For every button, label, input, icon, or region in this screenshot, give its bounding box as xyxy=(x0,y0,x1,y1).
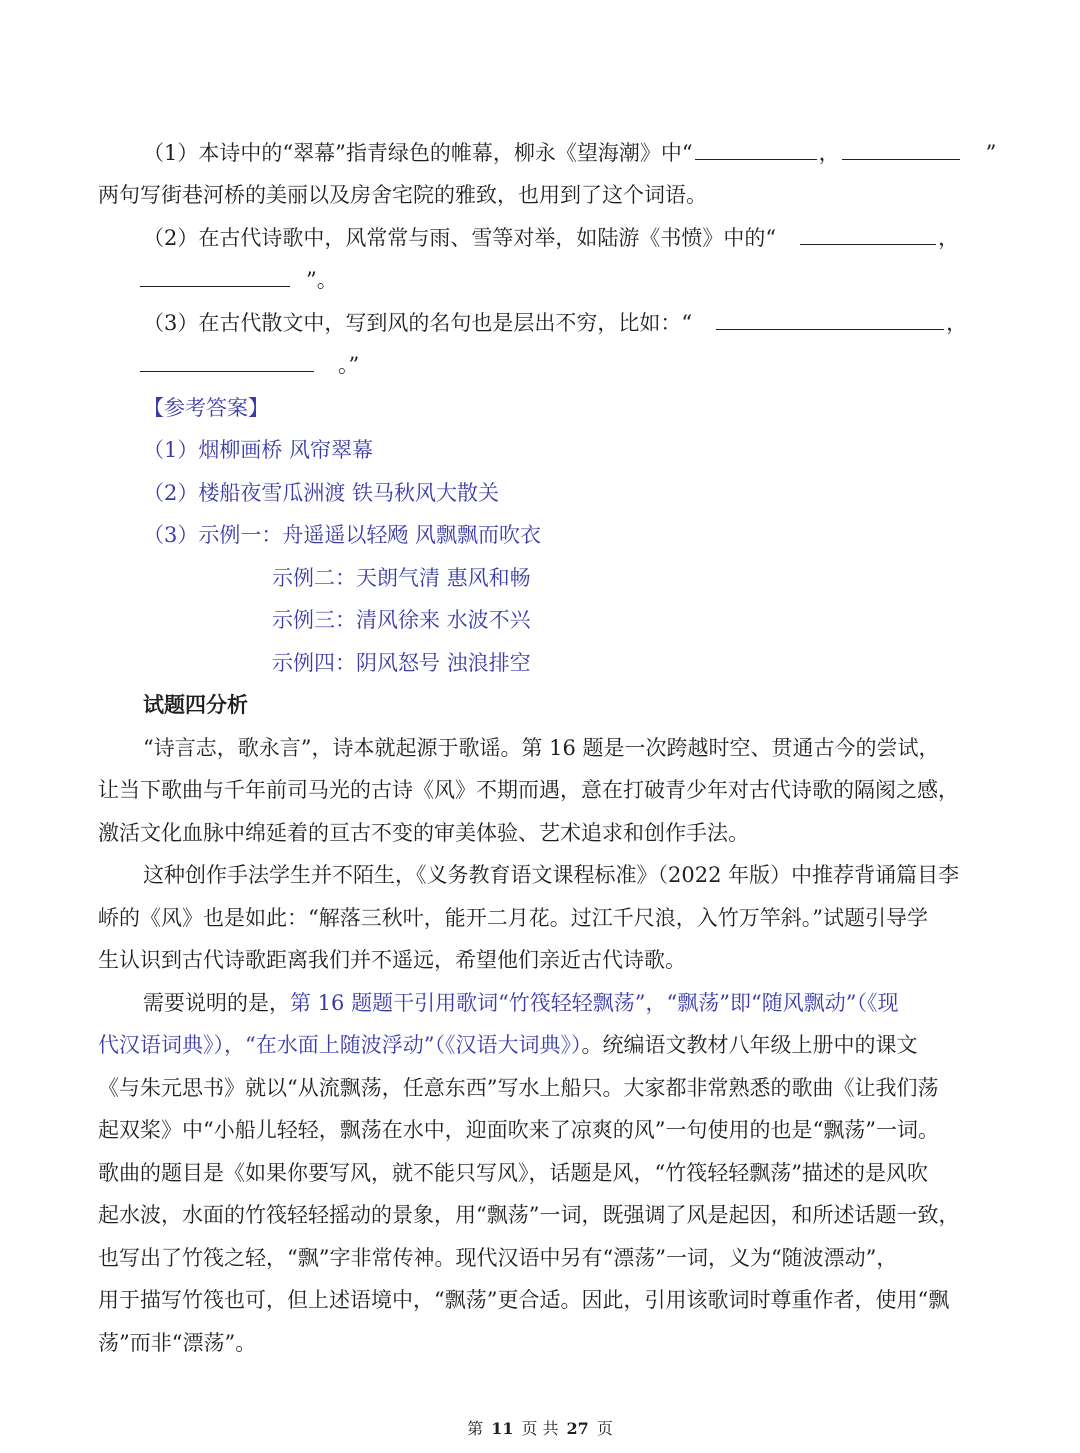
analysis-paragraph-2-line-1: 这种创作手法学生并不陌生，《义务教育语文课程标准》（2022 年版）中推荐背诵篇目李 xyxy=(143,863,960,887)
question-1-line-2: 两句写街巷河桥的美丽以及房舍宅院的雅致，也用到了这个词语。 xyxy=(98,183,707,207)
analysis-paragraph-3-line-1 xyxy=(143,988,899,1018)
comma: ， xyxy=(818,141,840,165)
answer-1: （1）烟柳画桥 风帘翠幕 xyxy=(143,438,374,462)
footer-text: 页 xyxy=(596,1419,613,1438)
answer-3-example-2: 示例二：天朗气清 惠风和畅 xyxy=(272,566,531,590)
analysis-highlight: 第 16 题题干引用歌词“竹筏轻轻飘荡”，“飘荡”即“随风飘动”（《现 xyxy=(290,991,899,1015)
analysis-paragraph-2-line-3: 生认识到古代诗歌距离我们并不遥远，希望他们亲近古代诗歌。 xyxy=(98,948,686,972)
answer-header: 【参考答案】 xyxy=(143,396,269,420)
answer-blank xyxy=(800,224,936,245)
page-footer xyxy=(0,1416,1080,1439)
analysis-paragraph-3-line-5: 歌曲的题目是《如果你要写风，就不能只写风》，话题是风，“竹筏轻轻飘荡”描述的是风吹 xyxy=(98,1161,928,1185)
question-3-line-2 xyxy=(98,350,359,380)
analysis-paragraph-3-line-9: 荡”而非“漂荡”。 xyxy=(98,1331,257,1355)
quote-end: 。” xyxy=(338,353,360,377)
analysis-title: 试题四分析 xyxy=(143,692,248,717)
quote-end: ” xyxy=(985,141,997,165)
answer-2: （2）楼船夜雪瓜洲渡 铁马秋风大散关 xyxy=(143,481,500,505)
analysis-paragraph-1-line-2: 让当下歌曲与千年前司马光的古诗《风》不期而遇，意在打破青少年对古代诗歌的隔阂之感， xyxy=(98,778,959,802)
answer-3-example-3: 示例三：清风徐来 水波不兴 xyxy=(272,608,531,632)
comma: ， xyxy=(946,311,968,335)
analysis-paragraph-2-line-2: 峤的《风》也是如此：“解落三秋叶，能开二月花。过江千尺浪，入竹万竿斜。”试题引导学 xyxy=(98,906,928,930)
quote-end: ”。 xyxy=(306,268,338,292)
answer-blank xyxy=(842,139,960,160)
analysis-text: 。统编语文教材八年级上册中的课文 xyxy=(581,1033,918,1057)
question-2-line-2 xyxy=(98,265,338,295)
page-number: 11 xyxy=(491,1419,514,1438)
question-3-text: （3）在古代散文中，写到风的名句也是层出不穷，比如：“ xyxy=(143,311,693,335)
footer-text: 页 共 xyxy=(521,1419,559,1438)
analysis-text: 需要说明的是， xyxy=(143,991,290,1015)
question-1-line-1 xyxy=(143,138,996,168)
question-2-line-1 xyxy=(143,223,959,253)
analysis-paragraph-3-line-2 xyxy=(98,1030,917,1060)
analysis-highlight: 代汉语词典》），“在水面上随波浮动”（《汉语大词典》） xyxy=(98,1033,582,1057)
answer-blank xyxy=(716,309,944,330)
analysis-paragraph-3-line-3: 《与朱元思书》就以“从流飘荡，任意东西”写水上船只。大家都非常熟悉的歌曲《让我们荡 xyxy=(98,1076,939,1100)
answer-blank xyxy=(140,266,290,287)
answer-3-example-1: （3）示例一：舟遥遥以轻飏 风飘飘而吹衣 xyxy=(143,523,542,547)
question-3-line-1 xyxy=(143,308,967,338)
comma: ， xyxy=(938,226,960,250)
analysis-paragraph-3-line-4: 起双桨》中“小船儿轻轻，飘荡在水中，迎面吹来了凉爽的风”一句使用的也是“飘荡”一词。 xyxy=(98,1118,939,1142)
footer-text: 第 xyxy=(467,1419,484,1438)
analysis-paragraph-3-line-7: 也写出了竹筏之轻，“飘”字非常传神。现代汉语中另有“漂荡”一词，义为“随波漂动”， xyxy=(98,1246,898,1270)
analysis-paragraph-1-line-3: 激活文化血脉中绵延着的亘古不变的审美体验、艺术追求和创作手法。 xyxy=(98,821,749,845)
analysis-paragraph-3-line-6: 起水波，水面的竹筏轻轻摇动的景象，用“飘荡”一词，既强调了风是起因，和所述话题一致， xyxy=(98,1203,960,1227)
total-pages: 27 xyxy=(566,1419,589,1438)
answer-3-example-4: 示例四：阴风怒号 浊浪排空 xyxy=(272,651,531,675)
question-2-text: （2）在古代诗歌中，风常常与雨、雪等对举，如陆游《书愤》中的“ xyxy=(143,226,777,250)
answer-blank xyxy=(695,139,817,160)
question-1-text: （1）本诗中的“翠幕”指青绿色的帷幕，柳永《望海潮》中“ xyxy=(143,141,693,165)
analysis-paragraph-1-line-1: “诗言志，歌永言”，诗本就起源于歌谣。第 16 题是一次跨越时空、贯通古今的尝试， xyxy=(143,736,940,760)
answer-blank xyxy=(140,351,314,372)
analysis-paragraph-3-line-8: 用于描写竹筏也可，但上述语境中，“飘荡”更合适。因此，引用该歌词时尊重作者，使用“飘 xyxy=(98,1288,950,1312)
